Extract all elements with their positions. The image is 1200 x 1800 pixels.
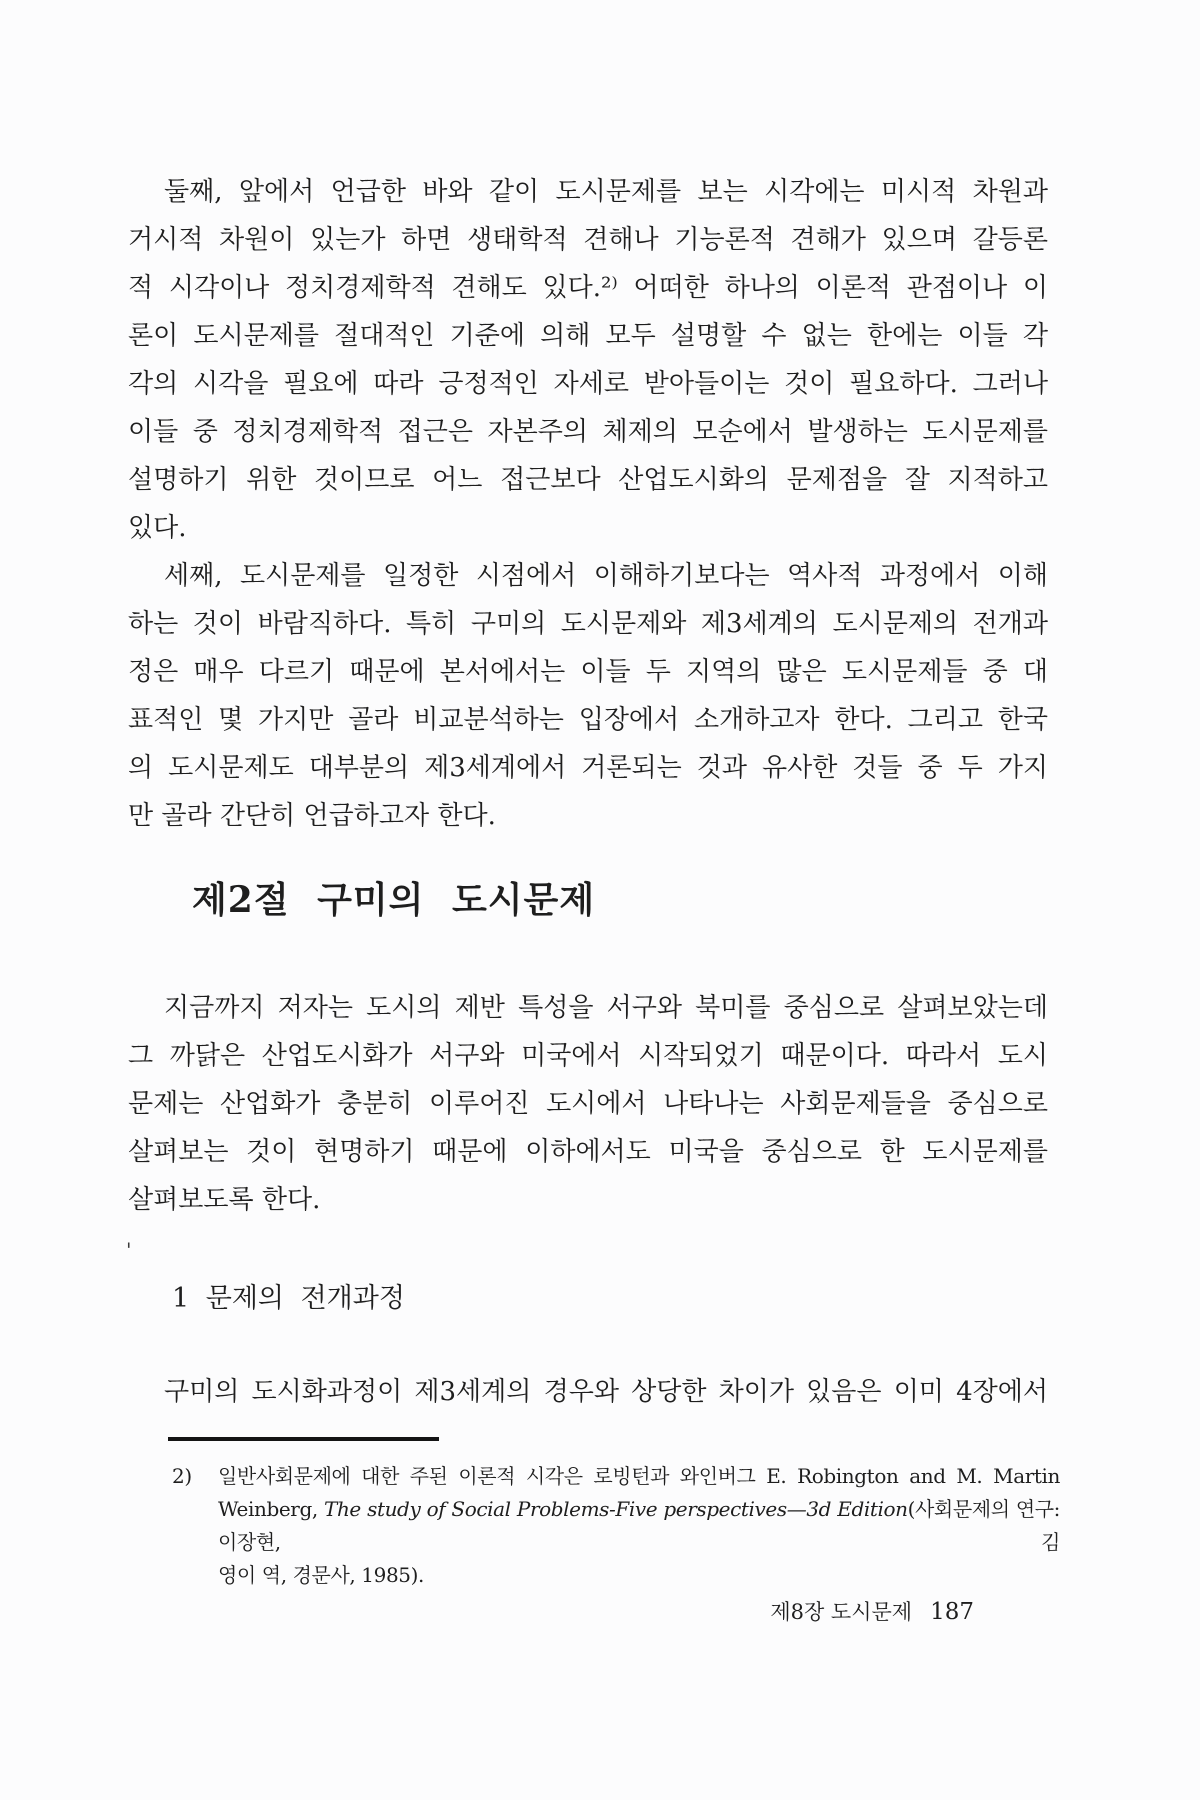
footnote-marker: 2) [172, 1464, 192, 1488]
text-line: 있다. [128, 513, 187, 543]
text-line: 둘째, 앞에서 언급한 바와 같이 도시문제를 보는 시각에는 미시적 차원과 [164, 177, 1048, 207]
text-line: 살펴보도록 한다. [128, 1185, 321, 1215]
running-title: 제8장 도시문제 [770, 1600, 913, 1624]
footnote-line [218, 1493, 1060, 1559]
text-line: 이들 중 정치경제학적 접근은 자본주의 체제의 모순에서 발생하는 도시문제를 [128, 417, 1048, 447]
page-number: 187 [930, 1599, 974, 1625]
footnote-segment: Weinberg, [218, 1497, 325, 1521]
text-line: 구미의 도시화과정이 제3세계의 경우와 상당한 차이가 있음은 이미 4장에서 [164, 1377, 1048, 1407]
footnote-segment: 영이 역, 경문사, 1985). [218, 1563, 424, 1587]
text-line: 하는 것이 바람직하다. 특히 구미의 도시문제와 제3세계의 도시문제의 전개과 [128, 609, 1048, 639]
text-line: 론이 도시문제를 절대적인 기준에 의해 모두 설명할 수 없는 한에는 이들 각 [128, 321, 1048, 351]
text-line: 각의 시각을 필요에 따라 긍정적인 자세로 받아들이는 것이 필요하다. 그러나 [128, 369, 1048, 399]
text-line: 적 시각이나 정치경제학적 견해도 있다.²⁾ 어떠한 하나의 이론적 관점이나 이 [128, 273, 1048, 303]
text-line: 그 까닭은 산업도시화가 서구와 미국에서 시작되었기 때문이다. 따라서 도시 [128, 1041, 1048, 1071]
text-line: 세째, 도시문제를 일정한 시점에서 이해하기보다는 역사적 과정에서 이해 [164, 561, 1048, 591]
text-line: 설명하기 위한 것이므로 어느 접근보다 산업도시화의 문제점을 잘 지적하고 [128, 465, 1048, 495]
footnote-segment: The study of Social Problems-Five perspectives—3d Edition [324, 1497, 908, 1521]
text-line: 거시적 차원이 있는가 하면 생태학적 견해나 기능론적 견해가 있으며 갈등론 [128, 225, 1048, 255]
scan-artifact: ' [126, 1238, 132, 1262]
paragraph-1 [128, 168, 1048, 552]
footnote-segment: 일반사회문제에 대한 주된 이론적 시각은 로빙턴과 와인버그 [218, 1464, 767, 1488]
text-line: 의 도시문제도 대부분의 제3세계에서 거론되는 것과 유사한 것들 중 두 가지 [128, 753, 1048, 783]
text-line: 지금까지 저자는 도시의 제반 특성을 서구와 북미를 중심으로 살펴보았는데 [164, 993, 1048, 1023]
text-line: 표적인 몇 가지만 골라 비교분석하는 입장에서 소개하고자 한다. 그리고 한국 [128, 705, 1048, 735]
page-footer [770, 1598, 974, 1626]
text-line: 문제는 산업화가 충분히 이루어진 도시에서 나타나는 사회문제들을 중심으로 [128, 1089, 1048, 1119]
text-line: 정은 매우 다르기 때문에 본서에서는 이들 두 지역의 많은 도시문제들 중 대 [128, 657, 1048, 687]
subsection-heading: 1 문제의 전개과정 [172, 1283, 405, 1314]
paragraph-2 [128, 552, 1048, 840]
paragraph-4 [128, 1368, 1048, 1416]
section-heading: 제2절 구미의 도시문제 [192, 879, 596, 921]
footnote-divider [168, 1437, 439, 1441]
footnote-body [218, 1460, 1060, 1592]
footnote-line [218, 1559, 1060, 1592]
footnote-segment: E. Robington and M. Martin [766, 1464, 1060, 1488]
paragraph-3 [128, 984, 1048, 1224]
footnote-line [218, 1460, 1060, 1493]
footnote-segment: (사회문제의 연구: 이장현, 김 [218, 1497, 1060, 1554]
text-line: 만 골라 간단히 언급하고자 한다. [128, 801, 496, 831]
text-line: 살펴보는 것이 현명하기 때문에 이하에서도 미국을 중심으로 한 도시문제를 [128, 1137, 1048, 1167]
